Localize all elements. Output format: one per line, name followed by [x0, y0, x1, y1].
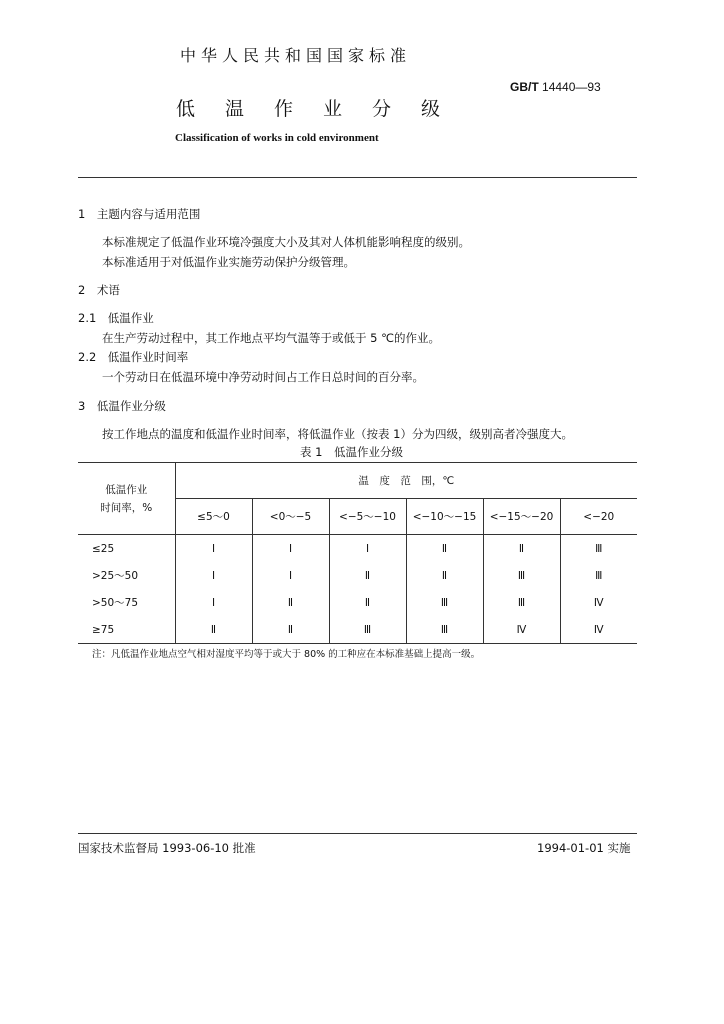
grade-cell: Ⅱ	[483, 535, 560, 563]
section-1-paragraph-2: 本标准适用于对低温作业实施劳动保护分级管理。	[102, 255, 355, 269]
grade-cell: Ⅱ	[406, 535, 483, 563]
section-1-heading: 1 主题内容与适用范围	[78, 207, 201, 221]
classification-table	[78, 462, 637, 644]
table-row	[78, 562, 637, 589]
table-note: 注：凡低温作业地点空气相对湿度平均等于或大于 80% 的工种应在本标准基础上提高一级。	[92, 649, 481, 660]
grade-cell: Ⅱ	[329, 562, 406, 589]
row-label: >25～50	[92, 570, 139, 582]
grade-cell: Ⅱ	[406, 562, 483, 589]
grade-cell: Ⅲ	[560, 562, 637, 589]
section-2-1-heading: 2.1 低温作业	[78, 311, 154, 325]
section-1-paragraph-1: 本标准规定了低温作业环境冷强度大小及其对人体机能影响程度的级别。	[102, 235, 470, 249]
grade-cell: Ⅱ	[175, 616, 252, 644]
column-header: ≤5～0	[175, 499, 252, 535]
grade-cell: Ⅲ	[406, 616, 483, 644]
column-header: <−20	[560, 499, 637, 535]
grade-cell: Ⅳ	[483, 616, 560, 644]
footer-divider	[78, 833, 637, 834]
column-header: <−15～−20	[483, 499, 560, 535]
section-2-2-heading: 2.2 低温作业时间率	[78, 350, 189, 364]
section-2-1-text: 在生产劳动过程中，其工作地点平均气温等于或低于 5 ℃的作业。	[102, 331, 441, 345]
grade-cell: Ⅱ	[252, 589, 329, 616]
table-row	[78, 535, 637, 563]
column-header: <−5～−10	[329, 499, 406, 535]
row-label: >50～75	[92, 597, 139, 609]
grade-cell: Ⅰ	[252, 562, 329, 589]
section-2-heading: 2 术语	[78, 283, 120, 297]
row-header-cell	[78, 463, 175, 535]
row-header-line-1: 低温作业	[105, 484, 148, 496]
grade-cell: Ⅱ	[252, 616, 329, 644]
grade-cell: Ⅰ	[175, 562, 252, 589]
grade-cell: Ⅳ	[560, 616, 637, 644]
grade-cell: Ⅰ	[175, 589, 252, 616]
approval-date: 国家技术监督局 1993-06-10 批准	[78, 841, 256, 855]
effective-date: 1994-01-01 实施	[537, 841, 631, 855]
grade-cell: Ⅲ	[329, 616, 406, 644]
document-title-english: Classification of works in cold environment	[175, 132, 379, 144]
grade-cell: Ⅲ	[483, 562, 560, 589]
temperature-range-header: 温 度 范 围，℃	[175, 463, 637, 499]
grade-cell: Ⅰ	[175, 535, 252, 563]
header-divider	[78, 177, 637, 178]
document-title: 低温作业分级	[176, 98, 471, 120]
grade-cell: Ⅳ	[560, 589, 637, 616]
section-2-2-text: 一个劳动日在低温环境中净劳动时间占工作日总时间的百分率。	[102, 370, 424, 384]
row-label: ≤25	[92, 542, 115, 555]
section-3-paragraph: 按工作地点的温度和低温作业时间率，将低温作业（按表 1）分为四级，级别高者冷强度大。	[102, 427, 573, 441]
section-3-heading: 3 低温作业分级	[78, 399, 166, 413]
grade-cell: Ⅲ	[406, 589, 483, 616]
column-header: <0～−5	[252, 499, 329, 535]
row-label: ≥75	[78, 616, 175, 644]
standard-code-prefix: GB/T	[510, 80, 539, 94]
standard-code-number: 14440—93	[542, 80, 601, 94]
grade-cell: Ⅰ	[329, 535, 406, 563]
table-row	[78, 616, 637, 644]
national-standard-title: 中华人民共和国国家标准	[180, 46, 412, 65]
table-caption: 表 1 低温作业分级	[300, 445, 403, 459]
table-row	[78, 589, 637, 616]
grade-cell: Ⅰ	[252, 535, 329, 563]
column-header: <−10～−15	[406, 499, 483, 535]
grade-cell: Ⅱ	[329, 589, 406, 616]
standard-code	[510, 80, 601, 94]
grade-cell: Ⅲ	[560, 535, 637, 563]
row-header-line-2: 时间率，%	[100, 502, 153, 514]
grade-cell: Ⅲ	[483, 589, 560, 616]
